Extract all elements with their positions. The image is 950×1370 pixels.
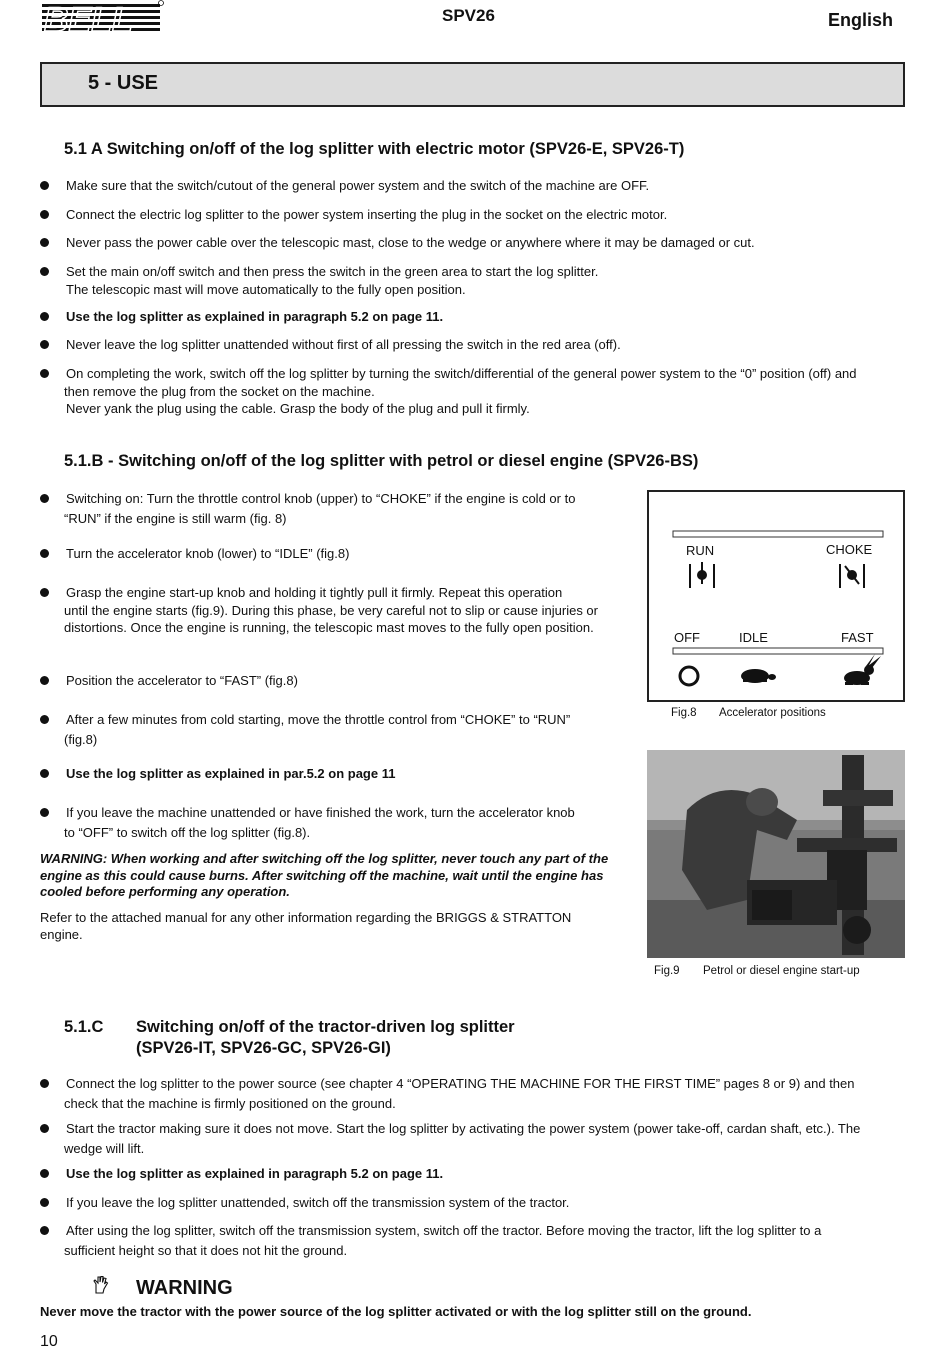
logo-text: BELL xyxy=(44,1,133,39)
bullet-icon xyxy=(40,1198,49,1207)
bullet-icon xyxy=(40,769,49,778)
fig9-photo xyxy=(647,750,905,958)
language-label: English xyxy=(828,10,894,30)
s51b-item-3: Grasp the engine start-up knob and holding it tightly pull it firmly. Repeat this operation until the engine starts (fig.9). During this phase, be very careful not to slip or cause injuries or distortions. Once the engine is running, the telescopic mast moves to the fully open position. xyxy=(40,583,610,636)
choke-icon xyxy=(840,564,864,588)
refer-text: Refer to the attached manual for any other information regarding the BRIGGS & STRATTON engine. xyxy=(40,910,572,942)
s51a-item-2: Connect the electric log splitter to the power system inserting the plug in the socket on the electric motor. xyxy=(40,205,905,225)
hand-icon xyxy=(90,1275,110,1295)
rabbit-icon xyxy=(844,654,881,685)
section-header-box xyxy=(40,62,905,107)
s51a-item-4: Set the main on/off switch and then press the switch in the green area to start the log splitter. The telescopic mast will move automatically to the fully open position. xyxy=(40,262,905,299)
s51b-item-4: Position the accelerator to “FAST” (fig.8) xyxy=(40,671,610,691)
bullet-icon xyxy=(40,676,49,685)
section-title: 5 - USE xyxy=(88,72,159,94)
warning-text: Never move the tractor with the power source of the log splitter activated or with the log splitter still on the ground. xyxy=(40,1304,752,1319)
s51c-item-3: Use the log splitter as explained in paragraph 5.2 on page 11. xyxy=(40,1164,905,1184)
fig8-run-label: RUN xyxy=(686,543,715,558)
bullet-icon xyxy=(40,340,49,349)
s51c-title-2: (SPV26-IT, SPV26-GC, SPV26-GI) xyxy=(136,1039,391,1057)
bullet-icon xyxy=(40,588,49,597)
fig9-caption-num: Fig.9 xyxy=(654,965,680,977)
bullet-icon xyxy=(40,494,49,503)
bullet-icon xyxy=(40,1169,49,1178)
off-icon xyxy=(680,667,698,685)
s51c-item-5: After using the log splitter, switch off the transmission system, switch off the tractor. Before moving the tractor, lift the log splitter to a sufficient height so that it does not hit the ground. xyxy=(40,1221,905,1261)
engine-warning: WARNING: When working and after switching off the log splitter, never touch any part of the engine as this could cause burns. After switching off the machine, wait until the engine has cooled before performing any operation. xyxy=(40,851,609,899)
bullet-icon xyxy=(40,369,49,378)
page-number: 10 xyxy=(40,1333,58,1350)
s51c-title-1: Switching on/off of the tractor-driven log splitter xyxy=(136,1018,515,1036)
fig8-caption-num: Fig.8 xyxy=(671,707,697,719)
s51b-item-5: After a few minutes from cold starting, move the throttle control from “CHOKE” to “RUN” (fig.8) xyxy=(40,710,610,750)
s51a-item-3: Never pass the power cable over the telescopic mast, close to the wedge or anywhere where it may be damaged or cut. xyxy=(40,233,905,253)
fig8-idle-label: IDLE xyxy=(739,630,768,645)
bullet-icon xyxy=(40,312,49,321)
turtle-icon xyxy=(741,669,776,683)
bullet-icon xyxy=(40,1226,49,1235)
bullet-icon xyxy=(40,1124,49,1133)
s51c-item-4: If you leave the log splitter unattended, switch off the transmission system of the tractor. xyxy=(40,1193,905,1213)
s51a-item-5: Use the log splitter as explained in paragraph 5.2 on page 11. xyxy=(40,307,905,327)
bullet-icon xyxy=(40,181,49,190)
bullet-icon xyxy=(40,210,49,219)
s51c-item-1: Connect the log splitter to the power source (see chapter 4 “OPERATING THE MACHINE FOR THE FIRST TIME” pages 8 or 9) and then check that the machine is firmly positioned on the ground. xyxy=(40,1074,905,1114)
s51a-item-7: On completing the work, switch off the log splitter by turning the switch/differential of the general power system to the “0” position (off) and then remove the plug from the socket on the machine. Never yank the plug using the cable. Grasp the body of the plug and pull it firmly. xyxy=(40,364,905,417)
bell-logo xyxy=(40,0,165,40)
s51b-item-6: Use the log splitter as explained in par.5.2 on page 11 xyxy=(40,764,610,784)
s51c-num: 5.1.C xyxy=(64,1018,104,1036)
bullet-icon xyxy=(40,715,49,724)
s51c-item-2: Start the tractor making sure it does not move. Start the log splitter by activating the power system (power take-off, cardan shaft, etc.). The wedge will lift. xyxy=(40,1119,905,1159)
s51a-item-6: Never leave the log splitter unattended without first of all pressing the switch in the red area (off). xyxy=(40,335,905,355)
bullet-icon xyxy=(40,808,49,817)
model-name: SPV26 xyxy=(442,6,495,25)
s51b-item-7: If you leave the machine unattended or have finished the work, turn the accelerator knob to “OFF” to switch off the log splitter (fig.8). xyxy=(40,803,610,843)
fig8-caption-text: Accelerator positions xyxy=(719,707,826,719)
s51b-title: 5.1.B - Switching on/off of the log splitter with petrol or diesel engine (SPV26-BS) xyxy=(64,452,699,470)
fig8-off-label: OFF xyxy=(674,630,700,645)
s51a-item-1: Make sure that the switch/cutout of the general power system and the switch of the machine are OFF. xyxy=(40,176,905,196)
s51a-title: 5.1 A Switching on/off of the log splitter with electric motor (SPV26-E, SPV26-T) xyxy=(64,140,685,158)
s51b-item-2: Turn the accelerator knob (lower) to “IDLE” (fig.8) xyxy=(40,544,610,564)
bullet-icon xyxy=(40,549,49,558)
run-icon xyxy=(690,562,714,588)
fig8-diagram xyxy=(647,490,905,702)
fig8-symbols xyxy=(649,492,903,700)
bullet-icon xyxy=(40,1079,49,1088)
s51b-item-1: Switching on: Turn the throttle control knob (upper) to “CHOKE” if the engine is cold or to “RUN” if the engine is still warm (fig. 8) xyxy=(40,489,610,529)
bullet-icon xyxy=(40,238,49,247)
warning-title: WARNING xyxy=(136,1277,233,1299)
fig8-fast-label: FAST xyxy=(841,630,874,645)
fig9-caption-text: Petrol or diesel engine start-up xyxy=(703,965,860,977)
fig8-choke-label: CHOKE xyxy=(826,542,873,557)
bullet-icon xyxy=(40,267,49,276)
